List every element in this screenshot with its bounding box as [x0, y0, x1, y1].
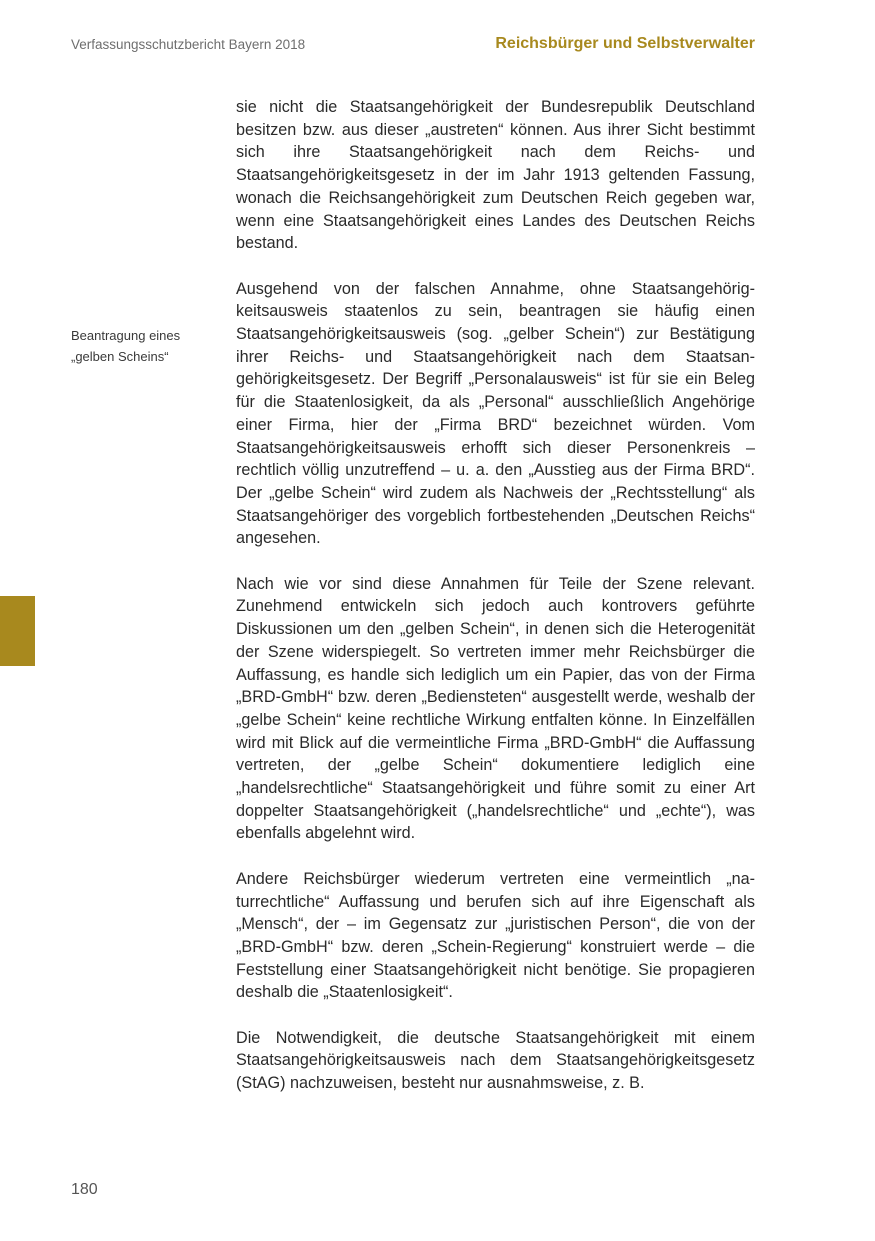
body-text — [236, 96, 755, 1118]
paragraph-4: Andere Reichsbürger wiederum vertreten eine vermeintlich „naturrechtliche“ Auffassung und berufen sich auf ihre Eigenschaft als „Mensch“, der – im Gegensatz zur „juristischen Person“, die von der „BRD-GmbH“ bzw. deren „Schein-Regierung“ konstruiert werde – die Feststellung einer Staatsangehörigkeit nicht benötige. Sie propagieren deshalb die „Staatenlosigkeit“. — [236, 869, 755, 1002]
paragraph-2: Ausgehend von der falschen Annahme, ohne Staatsangehörigkeitsausweis staatenlos zu sein, beantragen sie häufig einen Staatsangehörigkeitsausweis (sog. „gelber Schein“) zur Bestätigung ihrer Reichs- und Staatsangehörigkeit nach dem Staatsangehörigkeitsgesetz. Der Begriff „Personalausweis“ ist für sie ein Beleg für die Staatenlosigkeit, da als „Personal“ ausschließlich Angehörige einer Firma, hier der „Firma BRD“ bezeichnet würden. Vom Staatsangehörigkeitsausweis erhofft sich dieser Personenkreis – rechtlich völlig unzutreffend – u. a. den „Ausstieg aus der Firma BRD“. Der „gelbe Schein“ wird zudem als Nachweis der „Rechtsstellung“ als Staatsangehöriger des vorgeblich fortbestehenden „Deutschen Reichs“ angesehen. — [236, 279, 755, 548]
margin-note-line-1: Beantragung eines — [71, 328, 181, 343]
paragraph-1: sie nicht die Staatsangehörigkeit der Bundesrepublik Deutschland besitzen bzw. aus dieser „austreten“ können. Aus ihrer Sicht bestimmt sich ihre Staatsangehörigkeit nach dem Reichs- und Staatsangehörigkeitsgesetz in der im Jahr 1913 geltenden Fassung, wonach die Reichsangehörigkeit zum Deutschen Reich gegeben war, wenn eine Staatsangehörigkeit eines Landes des Deutschen Reichs bestand. — [236, 98, 755, 253]
chapter-tab-marker — [0, 596, 35, 666]
page-number: 180 — [71, 1181, 98, 1198]
margin-note — [71, 325, 221, 367]
chapter-title: Reichsbürger und Selbstverwalter — [495, 35, 755, 52]
paragraph-3: Nach wie vor sind diese Annahmen für Teile der Szene relevant. Zunehmend entwickeln sich jedoch auch kontrovers geführte Diskussionen um den „gelben Schein“, in denen sich die Heterogenität der Szene widerspiegelt. So vertreten immer mehr Reichsbürger die Auffassung, es handle sich lediglich um ein Papier, das von der Firma „BRD-GmbH“ bzw. deren „Bediensteten“ ausgestellt werde, weshalb der „gelbe Schein“ keine rechtliche Wirkung entfalten könne. In Einzelfällen wird mit Blick auf die vermeintliche Firma „BRD-GmbH“ die Auffassung vertreten, der „gelbe Schein“ dokumentiere lediglich eine „handelsrechtliche“ Staatsangehörigkeit und führe somit zu einer Art doppelter Staatsangehörigkeit („handelsrechtliche“ und „echte“), was ebenfalls abgelehnt wird. — [236, 574, 755, 843]
publication-title: Verfassungsschutzbericht Bayern 2018 — [71, 37, 306, 52]
paragraph-5: Die Notwendigkeit, die deutsche Staatsangehörigkeit mit einem Staatsangehörigkeitsausweis nach dem Staatsangehörigkeitsgesetz (StAG) nachzuweisen, besteht nur ausnahmsweise, z. B. — [236, 1028, 755, 1093]
margin-note-line-2: „gelben Scheins“ — [71, 349, 169, 364]
